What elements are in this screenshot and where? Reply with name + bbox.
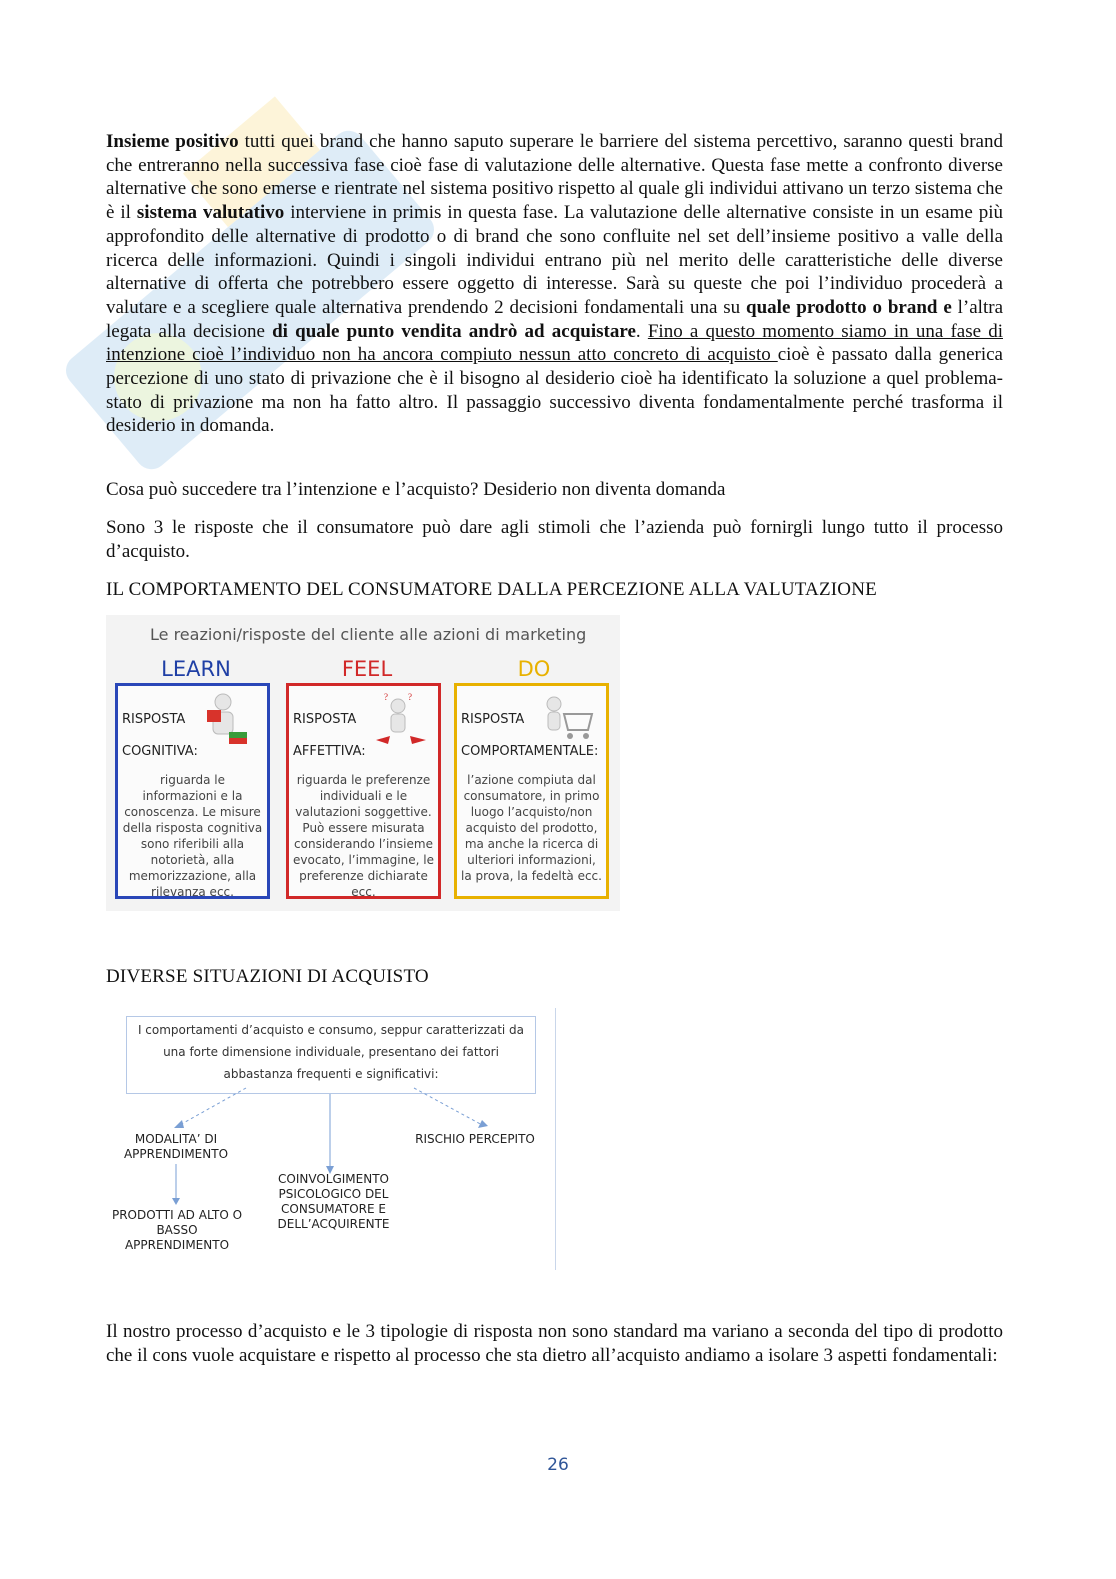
card-label-risposta: RISPOSTA <box>293 712 357 727</box>
person-confused-icon <box>370 690 430 750</box>
label-prodotti-apprendimento: PRODOTTI AD ALTO O BASSO APPRENDIMENTO <box>111 1208 243 1252</box>
do-description: l’azione compiuta dal consumatore, in primo luogo l’acquisto/non acquisto del prodotto, ma anche la ricerca di ulteriori informazioni, la prova, la fedeltà ecc. <box>461 773 602 883</box>
person-reading-icon <box>199 690 259 750</box>
card-label-type: COMPORTAMENTALE: <box>461 744 599 759</box>
feel-heading: FEEL <box>341 657 393 681</box>
learn-heading: LEARN <box>161 657 231 681</box>
svg-text:?: ? <box>384 692 388 702</box>
svg-text:?: ? <box>408 692 412 702</box>
label-modalita-apprendimento: MODALITA’ DI APPRENDIMENTO <box>123 1132 229 1161</box>
feel-description: riguarda le preferenze individuali e le valutazioni soggettive. Può essere misurata considerando l’insieme evocato, l’immagine, le preferenze dichiarate ecc. <box>293 773 434 899</box>
learn-feel-do-figure <box>106 615 620 911</box>
figure-title: Le reazioni/risposte del cliente alle azioni di marketing <box>150 625 587 644</box>
label-coinvolgimento: COINVOLGIMENTO PSICOLOGICO DEL CONSUMATORE E DELL’ACQUIRENTE <box>277 1172 390 1231</box>
closing-paragraph: Il nostro processo d’acquisto e le 3 tipologie di risposta non sono standard ma variano a seconda del tipo di prodotto che il cons vuole acquistare e rispetto al processo che sta dietro all’acquisto andiamo a isolare 3 aspetti fondamentali: <box>106 1321 1003 1366</box>
card-label-risposta: RISPOSTA <box>122 712 186 727</box>
learn-description: riguarda le informazioni e la conoscenza. Le misure della risposta cognitiva sono riferibili alla notorietà, alla memorizzazione, alla rilevanza ecc. <box>122 773 263 899</box>
intro-paragraph: Insieme positivo tutti quei brand che hanno saputo superare le barriere del sistema percettivo, saranno questi brand che entreranno nella successiva fase cioè fase di valutazione delle alternative. Questa fase mette a confronto diverse alternative che sono emerse e rientrate nel sistema positivo rispetto al quale gli individui attivano un terzo sistema che è il sistema valutativo interviene in primis in questa fase. La valutazione delle alternative consiste in un esame più approfondito delle alternative di prodotto o di brand che sono confluite nel set dell’insieme positivo a valle della ricerca delle informazioni. Quindi i singoli individui entrano più nel merito delle caratteristiche delle diverse alternative di offerta che potrebbero essere oggetto di interesse. Sarà su queste che poi l’individuo procederà a valutare e a scegliere quale alternativa prendendo 2 decisioni fondamentali una su quale prodotto o brand e l’altra legata alla decisione di quale punto vendita andrò ad acquistare. Fino a questo momento siamo in una fase di intenzione cioè l’individuo non ha ancora compiuto nessun atto concreto di acquisto cioè è passato dalla generica percezione di uno stato di privazione che è il bisogno al desiderio cioè ha identificato la soluzione a quel problema- stato di privazione ma non ha fatto altro. Il passaggio successivo diventa fondamentalmente perché trasforma il desiderio in domanda. <box>106 131 1003 437</box>
diagram-top-box: I comportamenti d’acquisto e consumo, seppur caratterizzati da una forte dimensione individuale, presentano dei fattori abbastanza frequenti e significativi: <box>126 1016 536 1094</box>
do-heading: DO <box>517 657 551 681</box>
do-card <box>454 683 609 899</box>
section-heading-situazioni: DIVERSE SITUAZIONI DI ACQUISTO <box>106 966 429 987</box>
person-shopping-cart-icon <box>538 690 598 750</box>
feel-card <box>286 683 441 899</box>
question-paragraph: Cosa può succedere tra l’intenzione e l’acquisto? Desiderio non diventa domanda <box>106 479 726 500</box>
card-label-type: COGNITIVA: <box>122 744 198 759</box>
label-rischio-percepito: RISCHIO PERCEPITO <box>415 1132 535 1146</box>
learn-card <box>115 683 270 899</box>
responses-paragraph: Sono 3 le risposte che il consumatore può dare agli stimoli che l’azienda può fornirgli lungo tutto il processo d’acquisto. <box>106 517 1003 562</box>
diagram-border-line <box>555 1008 556 1270</box>
section-heading-comportamento: IL COMPORTAMENTO DEL CONSUMATORE DALLA PERCEZIONE ALLA VALUTAZIONE <box>106 579 877 600</box>
card-label-risposta: RISPOSTA <box>461 712 525 727</box>
card-label-type: AFFETTIVA: <box>293 744 366 759</box>
purchase-situations-diagram <box>106 1008 558 1270</box>
page-number: 26 <box>547 1455 569 1475</box>
